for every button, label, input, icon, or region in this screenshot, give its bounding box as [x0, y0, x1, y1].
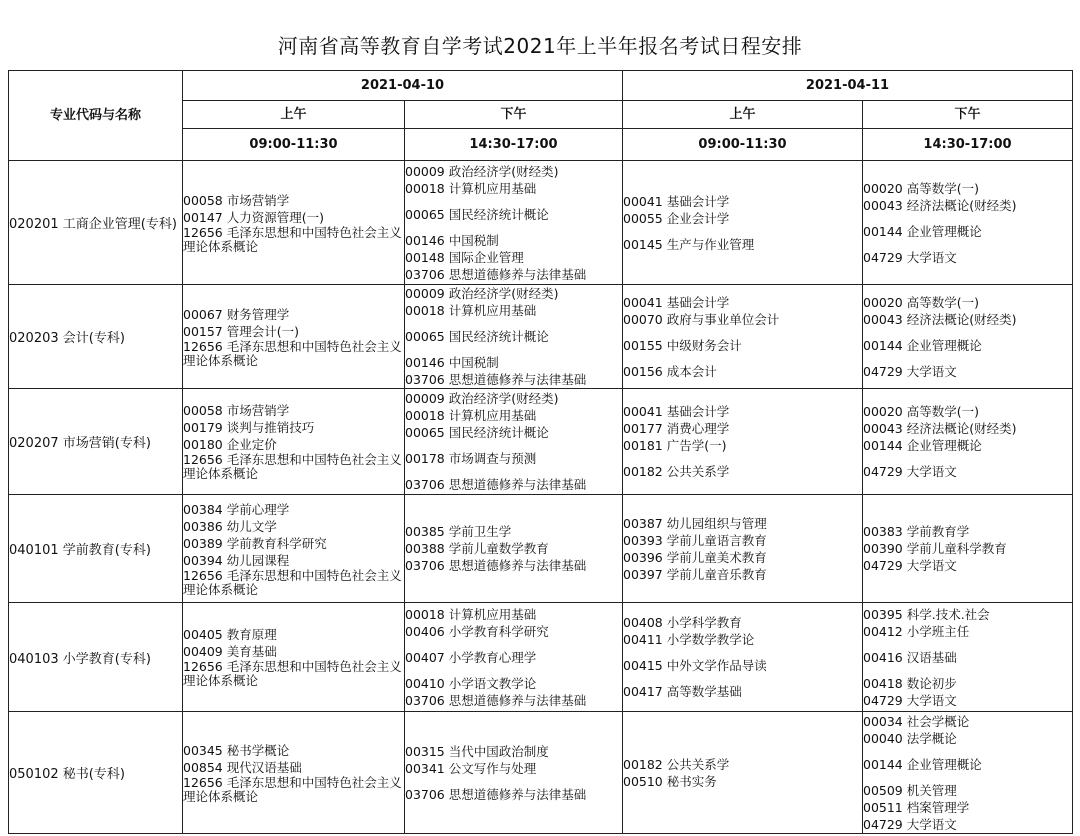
- course-item: 04729 大学语文: [863, 558, 957, 573]
- course-item: 00182 公共关系学: [623, 464, 730, 479]
- course-item: 00417 高等数学基础: [623, 684, 742, 699]
- course-item: 00067 财务管理学: [183, 306, 290, 322]
- session-time: 09:00-11:30: [183, 129, 405, 161]
- course-item: 12656 毛泽东思想和中国特色社会主义理论体系概论: [183, 659, 402, 688]
- session-time: 14:30-17:00: [863, 129, 1073, 161]
- course-cell: [623, 603, 863, 712]
- course-cell: [183, 603, 405, 712]
- major-column-header: 专业代码与名称: [9, 71, 183, 161]
- course-item: 00018 计算机应用基础: [405, 408, 537, 423]
- course-item: 00394 幼儿园课程: [183, 552, 290, 568]
- course-item: 00058 市场营销学: [183, 192, 290, 208]
- course-cell: [405, 603, 623, 712]
- session-label: 下午: [405, 101, 623, 129]
- course-item: 00040 法学概论: [863, 730, 957, 746]
- course-cell: [183, 712, 405, 834]
- course-item: 00065 国民经济统计概论: [405, 425, 549, 440]
- course-item: 00155 中级财务会计: [623, 337, 742, 353]
- course-item: 00055 企业会计学: [623, 210, 730, 226]
- course-cell: [405, 285, 623, 389]
- major-name: 050102 秘书(专科): [9, 712, 183, 834]
- course-item: 00145 生产与作业管理: [623, 236, 755, 252]
- course-cell: [405, 389, 623, 495]
- course-item: 03706 思想道德修养与法律基础: [405, 692, 587, 708]
- course-cell: [863, 603, 1073, 712]
- course-item: 00412 小学班主任: [863, 623, 970, 639]
- course-item: 04729 大学语文: [863, 363, 957, 379]
- course-cell: [863, 161, 1073, 285]
- course-item: 00144 企业管理概论: [863, 337, 982, 353]
- course-item: 00144 企业管理概论: [863, 756, 982, 772]
- course-item: 00387 幼儿园组织与管理: [623, 515, 767, 531]
- course-item: 00179 谈判与推销技巧: [183, 420, 315, 435]
- course-item: 00345 秘书学概论: [183, 742, 290, 758]
- course-item: 00041 基础会计学: [623, 294, 730, 310]
- course-item: 00043 经济法概论(财经类): [863, 197, 1017, 213]
- course-item: 00058 市场营销学: [183, 403, 290, 418]
- course-item: 00410 小学语文教学论: [405, 675, 537, 691]
- table-row: [9, 495, 1073, 603]
- course-cell: [863, 712, 1073, 834]
- course-item: 12656 毛泽东思想和中国特色社会主义理论体系概论: [183, 224, 402, 254]
- page-title: 河南省高等教育自学考试2021年上半年报名考试日程安排: [277, 34, 803, 58]
- course-item: 04729 大学语文: [863, 692, 957, 708]
- course-cell: [623, 161, 863, 285]
- course-cell: [183, 495, 405, 603]
- course-item: 00390 学前儿童科学教育: [863, 541, 1007, 556]
- course-item: 00157 管理会计(一): [183, 323, 299, 339]
- course-item: 04729 大学语文: [863, 464, 957, 479]
- course-item: 00405 教育原理: [183, 627, 277, 642]
- course-item: 00408 小学科学教育: [623, 615, 742, 630]
- course-item: 00415 中外文学作品导读: [623, 658, 767, 673]
- date-header-0411: 2021-04-11: [623, 71, 1073, 101]
- course-item: 04729 大学语文: [863, 816, 957, 832]
- course-item: 00144 企业管理概论: [863, 438, 982, 453]
- course-item: 00385 学前卫生学: [405, 524, 512, 539]
- course-item: 03706 思想道德修养与法律基础: [405, 786, 587, 802]
- table-row: [9, 603, 1073, 712]
- course-item: 00018 计算机应用基础: [405, 303, 537, 318]
- course-item: 00020 高等数学(一): [863, 404, 979, 419]
- course-item: 12656 毛泽东思想和中国特色社会主义理论体系概论: [183, 452, 402, 481]
- course-cell: [623, 285, 863, 389]
- course-item: 00146 中国税制: [405, 232, 499, 248]
- course-item: 00180 企业定价: [183, 437, 277, 452]
- course-item: 00020 高等数学(一): [863, 180, 979, 196]
- course-item: 00146 中国税制: [405, 355, 499, 370]
- course-cell: [405, 161, 623, 285]
- course-item: 00395 科学.技术.社会: [863, 606, 990, 622]
- course-item: 00178 市场调查与预测: [405, 451, 537, 466]
- course-item: 00511 档案管理学: [863, 799, 970, 815]
- course-item: 00411 小学数学教学论: [623, 632, 755, 647]
- course-item: 00034 社会学概论: [863, 713, 970, 729]
- course-cell: [863, 285, 1073, 389]
- course-item: 00409 美育基础: [183, 644, 277, 659]
- course-item: 03706 思想道德修养与法律基础: [405, 477, 587, 492]
- course-cell: [863, 389, 1073, 495]
- course-item: 00407 小学教育心理学: [405, 649, 537, 665]
- course-item: 00018 计算机应用基础: [405, 606, 537, 622]
- course-cell: [405, 712, 623, 834]
- session-time: 09:00-11:30: [623, 129, 863, 161]
- course-item: 00148 国际企业管理: [405, 249, 524, 265]
- course-item: 00009 政治经济学(财经类): [405, 163, 559, 179]
- course-item: 00147 人力资源管理(一): [183, 209, 324, 225]
- course-item: 00009 政治经济学(财经类): [405, 391, 559, 406]
- table-row: [9, 712, 1073, 834]
- course-cell: [623, 495, 863, 603]
- course-cell: [183, 285, 405, 389]
- course-item: 00384 学前心理学: [183, 501, 290, 517]
- course-cell: [183, 389, 405, 495]
- course-item: 00388 学前儿童数学教育: [405, 541, 549, 556]
- course-item: 00144 企业管理概论: [863, 223, 982, 239]
- course-item: 12656 毛泽东思想和中国特色社会主义理论体系概论: [183, 774, 402, 804]
- course-cell: [405, 495, 623, 603]
- course-item: 12656 毛泽东思想和中国特色社会主义理论体系概论: [183, 567, 402, 597]
- major-name: 020201 工商企业管理(专科): [9, 161, 183, 285]
- course-cell: [183, 161, 405, 285]
- course-item: 00315 当代中国政治制度: [405, 743, 549, 759]
- major-name: 040101 学前教育(专科): [9, 495, 183, 603]
- course-cell: [863, 495, 1073, 603]
- course-item: 00065 国民经济统计概论: [405, 206, 549, 222]
- date-header-0410: 2021-04-10: [183, 71, 623, 101]
- course-item: 03706 思想道德修养与法律基础: [405, 266, 587, 282]
- exam-schedule-table: [8, 70, 1073, 834]
- course-item: 00181 广告学(一): [623, 438, 727, 453]
- session-label: 下午: [863, 101, 1073, 129]
- course-item: 00854 现代汉语基础: [183, 759, 302, 775]
- course-item: 00009 政治经济学(财经类): [405, 286, 559, 301]
- course-item: 00393 学前儿童语言教育: [623, 532, 767, 548]
- session-label: 上午: [183, 101, 405, 129]
- course-cell: [623, 712, 863, 834]
- course-item: 03706 思想道德修养与法律基础: [405, 372, 587, 387]
- course-item: 00510 秘书实务: [623, 773, 717, 789]
- course-item: 00020 高等数学(一): [863, 294, 979, 310]
- course-item: 12656 毛泽东思想和中国特色社会主义理论体系概论: [183, 338, 402, 368]
- course-item: 00341 公文写作与处理: [405, 760, 537, 776]
- course-item: 00043 经济法概论(财经类): [863, 421, 1017, 436]
- course-item: 00509 机关管理: [863, 782, 957, 798]
- course-item: 00177 消费心理学: [623, 421, 730, 436]
- course-item: 00406 小学教育科学研究: [405, 623, 549, 639]
- course-item: 00041 基础会计学: [623, 404, 730, 419]
- course-item: 00182 公共关系学: [623, 756, 730, 772]
- course-item: 00041 基础会计学: [623, 193, 730, 209]
- table-row: [9, 389, 1073, 495]
- course-item: 03706 思想道德修养与法律基础: [405, 558, 587, 573]
- major-name: 020207 市场营销(专科): [9, 389, 183, 495]
- session-label: 上午: [623, 101, 863, 129]
- course-item: 00156 成本会计: [623, 363, 717, 379]
- course-cell: [623, 389, 863, 495]
- course-item: 00397 学前儿童音乐教育: [623, 566, 767, 582]
- course-item: 00389 学前教育科学研究: [183, 535, 327, 551]
- table-row: [9, 161, 1073, 285]
- course-item: 00065 国民经济统计概论: [405, 329, 549, 344]
- course-item: 04729 大学语文: [863, 249, 957, 265]
- course-item: 00418 数论初步: [863, 675, 957, 691]
- course-item: 00383 学前教育学: [863, 524, 970, 539]
- course-item: 00043 经济法概论(财经类): [863, 311, 1017, 327]
- course-item: 00070 政府与事业单位会计: [623, 311, 780, 327]
- session-time: 14:30-17:00: [405, 129, 623, 161]
- table-row: [9, 285, 1073, 389]
- major-name: 020203 会计(专科): [9, 285, 183, 389]
- course-item: 00416 汉语基础: [863, 649, 957, 665]
- course-item: 00396 学前儿童美术教育: [623, 549, 767, 565]
- course-item: 00018 计算机应用基础: [405, 180, 537, 196]
- course-item: 00386 幼儿文学: [183, 518, 277, 534]
- major-name: 040103 小学教育(专科): [9, 603, 183, 712]
